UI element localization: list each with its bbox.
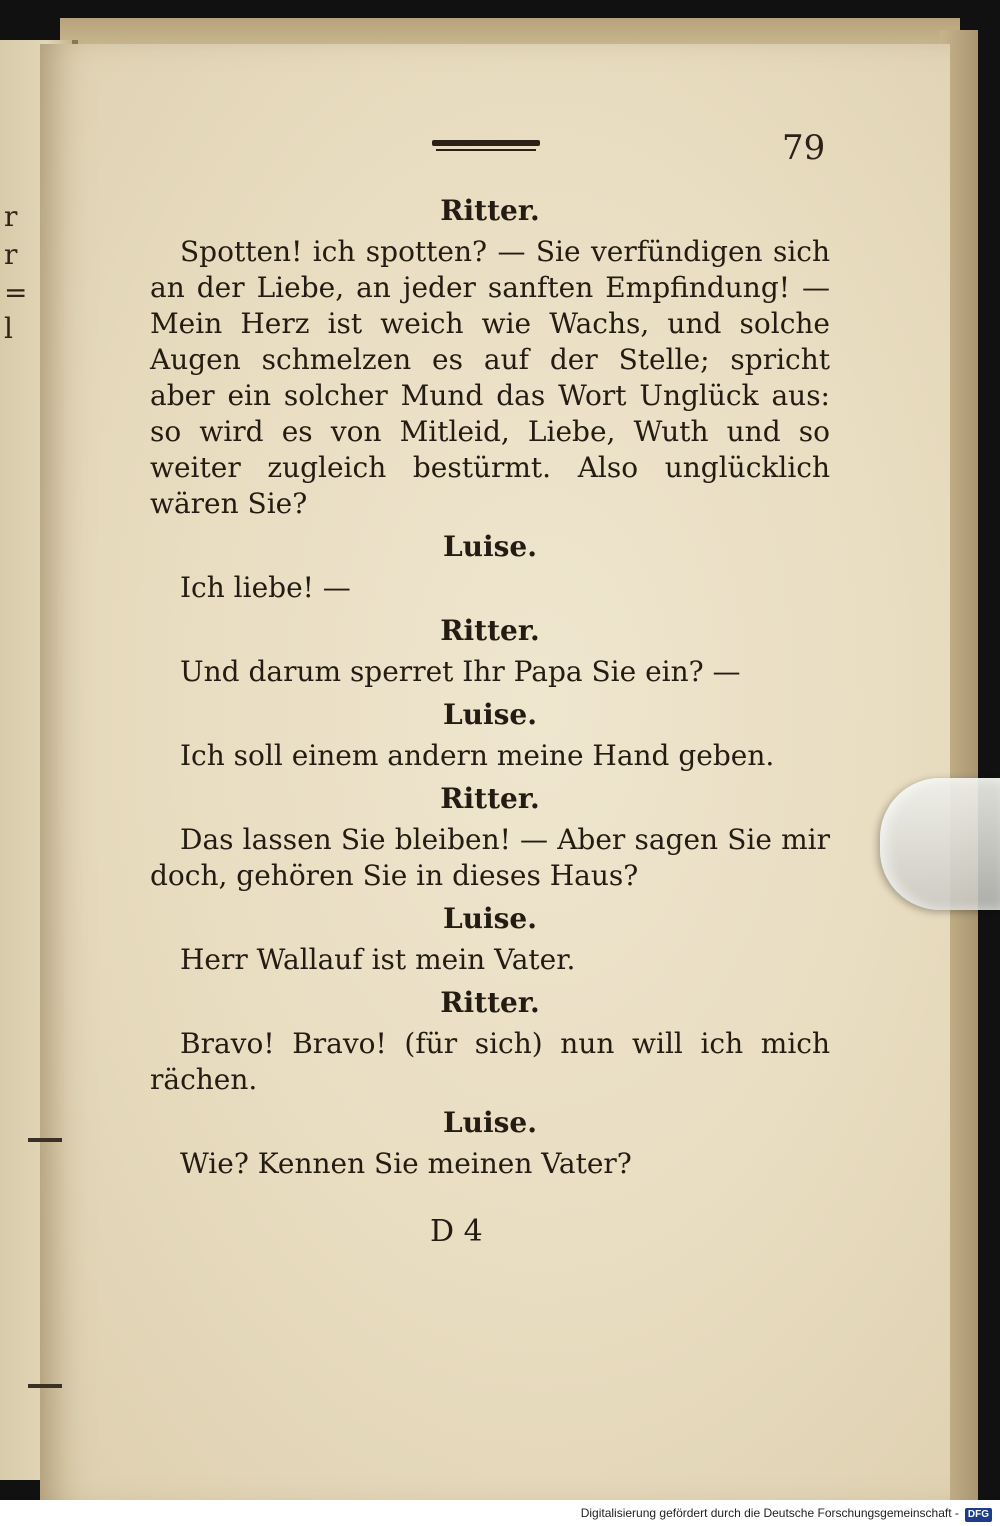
speech-text: Und darum sperret Ihr Papa Sie ein? — bbox=[180, 655, 741, 688]
speech-text: Ich liebe! — bbox=[180, 571, 351, 604]
left-page-char: r bbox=[4, 238, 18, 271]
speech-text: Herr Wallauf ist mein Vater. bbox=[180, 943, 576, 976]
speaker-name: Ritter. bbox=[440, 782, 540, 815]
speaker-name: Luise. bbox=[442, 530, 537, 563]
speech-text: Wie? Kennen Sie meinen Vater? bbox=[180, 1147, 632, 1180]
left-page-char: r bbox=[4, 200, 18, 233]
footer-credit: Digitalisierung gefördert durch die Deutsche Forschungsgemeinschaft - bbox=[580, 1506, 959, 1520]
digitization-footer bbox=[0, 1500, 1000, 1526]
speech-text: Ich soll einem andern meine Hand geben. bbox=[180, 739, 775, 772]
speech-text: Bravo! Bravo! (für sich) nun will ich mich rächen. bbox=[150, 1027, 830, 1096]
speaker-name: Ritter. bbox=[440, 194, 540, 227]
speech-text: Das lassen Sie bleiben! — Aber sagen Sie mir doch, gehören Sie in dieses Haus? bbox=[150, 823, 830, 892]
binding-thread bbox=[28, 1138, 62, 1142]
speaker-name: Luise. bbox=[442, 1106, 537, 1139]
page-text bbox=[150, 186, 830, 1182]
binding-thread bbox=[28, 1384, 62, 1388]
speaker-name: Ritter. bbox=[440, 986, 540, 1019]
dfg-logo: DFG bbox=[965, 1508, 992, 1522]
header-rule bbox=[432, 140, 540, 146]
left-page-char: l bbox=[4, 312, 13, 345]
book-page bbox=[40, 44, 950, 1504]
speaker-name: Ritter. bbox=[440, 614, 540, 647]
book-holder-clip bbox=[880, 778, 1000, 910]
page-number: 79 bbox=[782, 128, 826, 168]
speech-text: Spotten! ich spotten? — Sie verfündigen sich an der Liebe, an jeder sanften Empfindung! — Mein Herz ist weich wie Wachs, und solche Augen schmelzen es auf der Stelle; spricht aber ein solcher Mund das Wort Unglück aus: so wird es von Mitleid, Liebe, Wuth und so weiter zugleich bestürmt. Also unglücklich wären Sie? bbox=[150, 235, 830, 520]
left-page-char: = bbox=[4, 276, 28, 309]
signature-mark: D 4 bbox=[430, 1214, 483, 1249]
speaker-name: Luise. bbox=[442, 698, 537, 731]
speaker-name: Luise. bbox=[442, 902, 537, 935]
